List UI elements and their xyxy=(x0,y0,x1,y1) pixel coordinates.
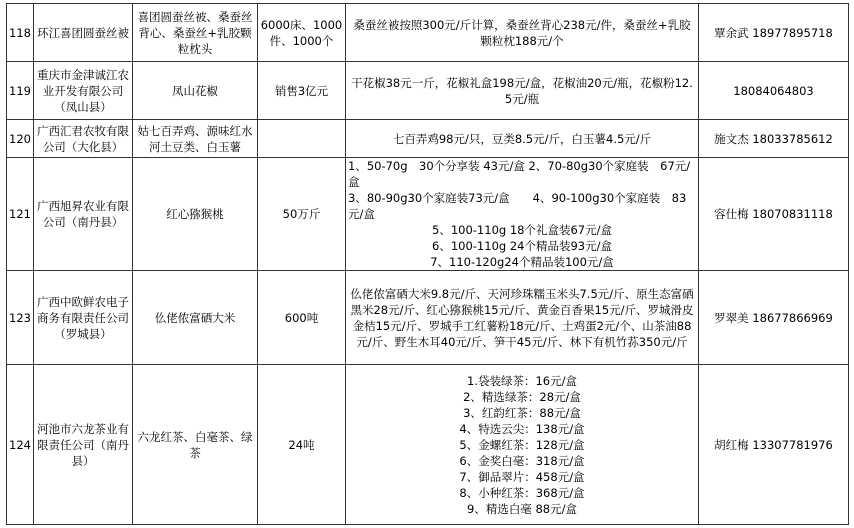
product-name: 姑七百弄鸡、源味红水河土豆类、白玉薯 xyxy=(133,120,258,158)
company-name: 广西旭昇农业有限公司（南丹县） xyxy=(34,158,133,271)
price-line: 5、100-110g 18个礼盒装67元/盒 xyxy=(432,223,612,237)
price-line: 七百弄鸡98元/只，豆类8.5元/斤，白玉薯4.5元/斤 xyxy=(392,131,652,146)
table-row xyxy=(7,62,849,120)
price-line: 3、80-90g30个家庭装73元/盒 4、90-100g30个家庭装 83元/盒 xyxy=(348,191,687,221)
table-row xyxy=(7,365,849,525)
price-line: 2、精选绿茶：28元/盒 xyxy=(463,389,581,404)
contact-info: 施文杰 18033785612 xyxy=(699,120,849,158)
price-line: 6、100-110g 24个精品装93元/盒 xyxy=(432,239,612,253)
price-line: 6、金奖白毫：318元/盒 xyxy=(459,453,585,468)
row-number: 118 xyxy=(7,4,34,62)
price-line: 7、御品翠片：458元/盒 xyxy=(459,469,585,484)
product-name: 喜团圆蚕丝被、桑蚕丝背心、桑蚕丝+乳胶颗粒枕头 xyxy=(133,4,258,62)
sales-volume xyxy=(258,120,346,158)
table-row xyxy=(7,4,849,62)
contact-info: 18084064803 xyxy=(699,62,849,120)
row-number: 119 xyxy=(7,62,34,120)
sales-volume: 6000床、1000件、1000个 xyxy=(258,4,346,62)
price-info xyxy=(346,365,699,525)
company-name: 广西中欧鲜农电子商务有限责任公司（罗城县） xyxy=(34,271,133,365)
price-line: 1、50-70g 30个分享装 43元/盒 2、70-80g30个家庭装 67元/盒 xyxy=(348,159,691,189)
price-line: 9、精选白毫 88元/盒 xyxy=(467,501,577,516)
product-name: 六龙红茶、白毫茶、绿茶 xyxy=(133,365,258,525)
row-number: 121 xyxy=(7,158,34,271)
product-table xyxy=(6,3,849,525)
sales-volume: 24吨 xyxy=(258,365,346,525)
price-info xyxy=(346,120,699,158)
price-line: 5、金螺红茶：128元/盒 xyxy=(459,437,585,452)
price-line: 桑蚕丝被按照300元/斤计算，桑蚕丝背心238元/件，桑蚕丝+乳胶颗粒枕188元/个 xyxy=(353,17,691,48)
table-row xyxy=(7,158,849,271)
price-line: 1.袋装绿茶：16元/盒 xyxy=(467,373,577,388)
price-line: 干花椒38元一斤，花椒礼盒198元/盒，花椒油20元/瓶，花椒粉12.5元/瓶 xyxy=(351,75,693,106)
price-line: 4、特选云尖：138元/盒 xyxy=(459,421,585,436)
table-row xyxy=(7,271,849,365)
row-number: 123 xyxy=(7,271,34,365)
sales-volume: 50万斤 xyxy=(258,158,346,271)
row-number: 124 xyxy=(7,365,34,525)
contact-info: 胡红梅 13307781976 xyxy=(699,365,849,525)
company-name: 广西汇君农牧有限公司（大化县） xyxy=(34,120,133,158)
table-row xyxy=(7,120,849,158)
sales-volume: 600吨 xyxy=(258,271,346,365)
price-info xyxy=(346,62,699,120)
row-number: 120 xyxy=(7,120,34,158)
price-info xyxy=(346,271,699,365)
company-name: 河池市六龙茶业有限责任公司（南丹县） xyxy=(34,365,133,525)
price-line: 7、110-120g24个精品装100元/盒 xyxy=(430,255,614,269)
price-line: 3、红韵红茶：88元/盒 xyxy=(463,405,581,420)
price-info xyxy=(346,158,699,271)
product-name: 红心猕猴桃 xyxy=(133,158,258,271)
contact-info: 容仕梅 18070831118 xyxy=(699,158,849,271)
contact-info: 罗翠美 18677866969 xyxy=(699,271,849,365)
product-name: 仫佬侬富硒大米 xyxy=(133,271,258,365)
price-info xyxy=(346,4,699,62)
price-line: 8、小种红茶：368元/盒 xyxy=(459,485,585,500)
sales-volume: 销售3亿元 xyxy=(258,62,346,120)
contact-info: 覃余武 18977895718 xyxy=(699,4,849,62)
company-name: 环江喜团圆蚕丝被 xyxy=(34,4,133,62)
price-line: 仫佬侬富硒大米9.8元/斤、天河珍珠糯玉米头7.5元/斤、原生态富硒黑米28元/斤、红心猕猴桃15元/斤、黄金百香果15元/斤、罗城滑皮金桔15元/斤、罗城手工红薯粉18元/斤、土鸡蛋2元/个、山茶油88元/斤、野生木耳40元/斤、笋干45元/斤、林下有机竹荪350元/斤 xyxy=(350,286,694,349)
product-name: 凤山花椒 xyxy=(133,62,258,120)
company-name: 重庆市金津诚江农业开发有限公司（凤山县） xyxy=(34,62,133,120)
